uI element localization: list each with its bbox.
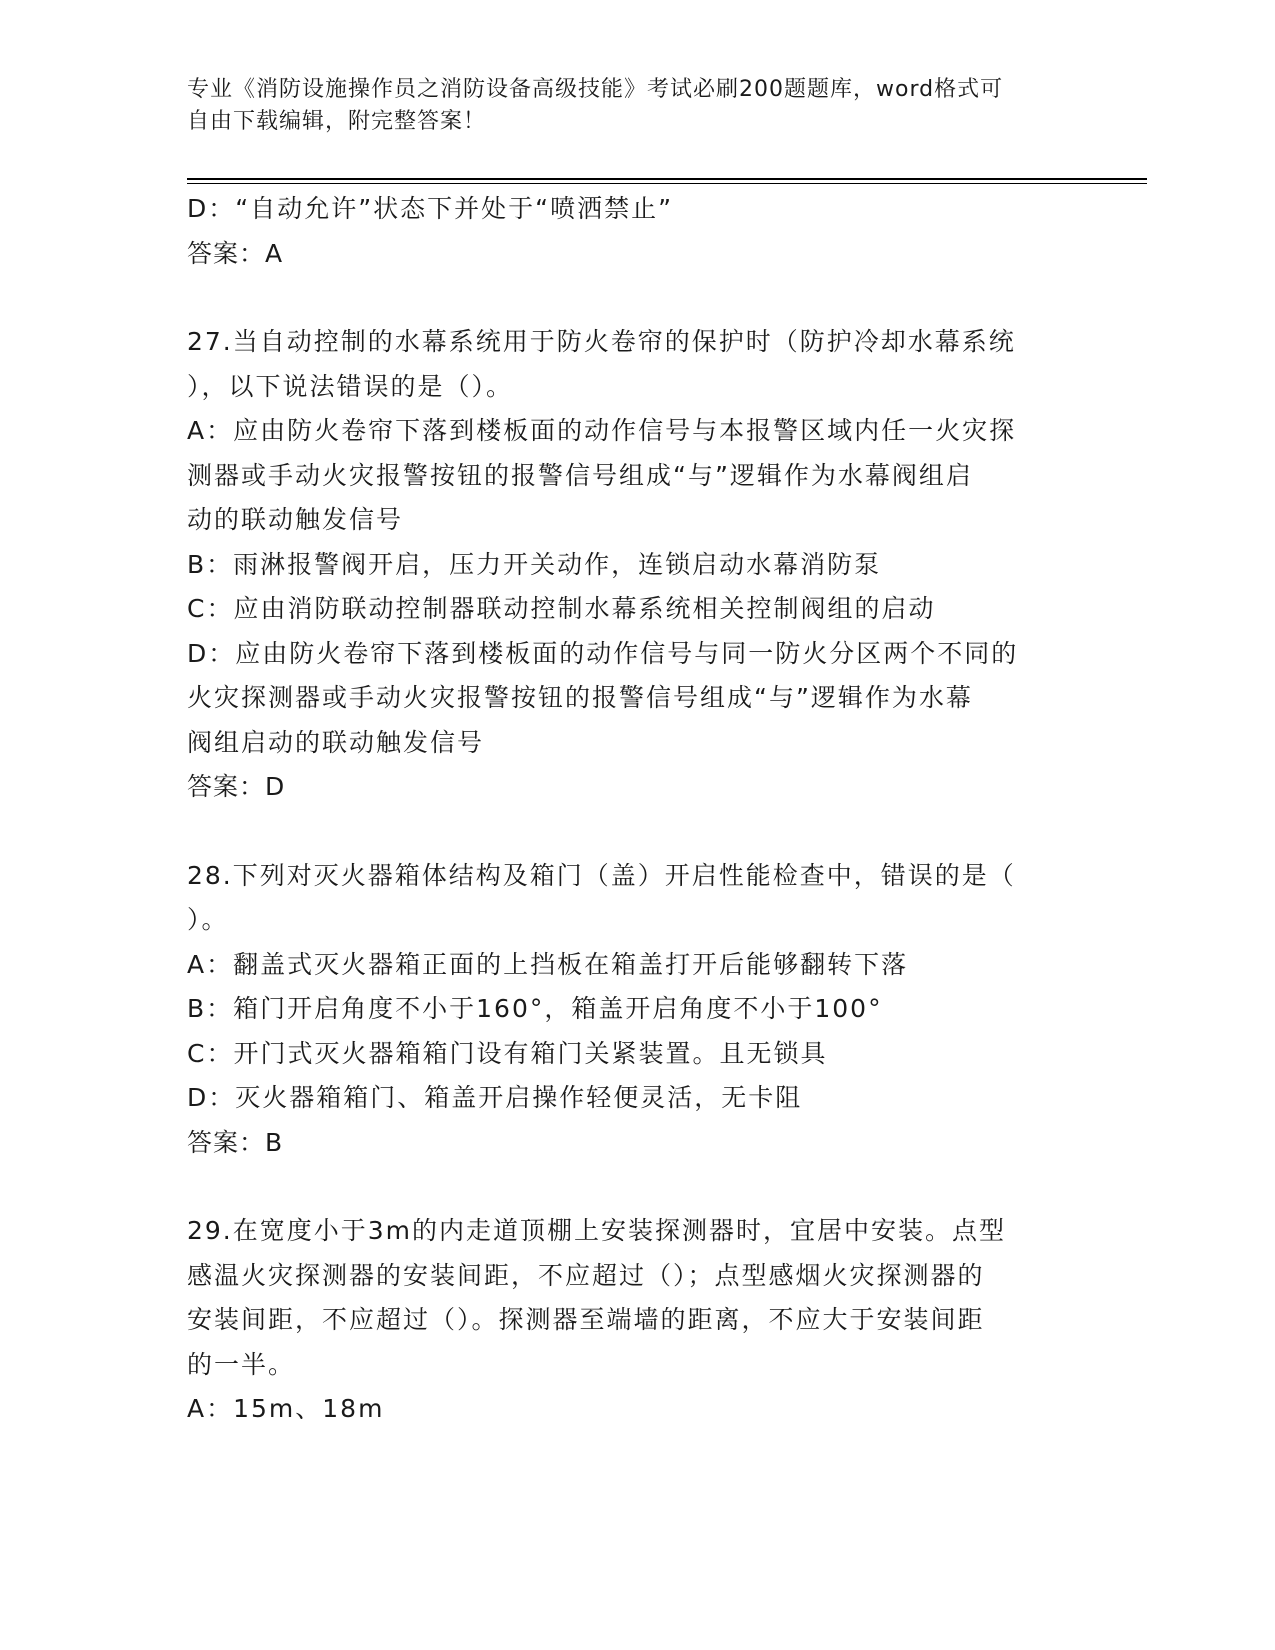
option-d: D：“自动允许”状态下并处于“喷洒禁止” [187, 194, 674, 223]
question-stem: ），以下说法错误的是（）。 [187, 371, 514, 401]
answer-line: 答案：A [187, 238, 284, 268]
option-c: C：开门式灭火器箱箱门设有箱门关紧装置。且无锁具 [187, 1038, 828, 1068]
header-divider-thick [187, 178, 1147, 180]
header-title-line-1: 专业《消防设施操作员之消防设备高级技能》考试必刷200题题库，word格式可 [187, 77, 1004, 102]
spacer [187, 276, 1067, 320]
question-27 [187, 320, 1067, 810]
option-d: D：灭火器箱箱门、箱盖开启操作轻便灵活，无卡阻 [187, 1083, 803, 1112]
option-c: C：应由消防联动控制器联动控制水幕系统相关控制阀组的启动 [187, 594, 936, 623]
document-header [187, 74, 1067, 138]
option-a: A：15m、18m [187, 1394, 385, 1423]
question-stem: 感温火灾探测器的安装间距，不应超过（）；点型感烟火灾探测器的 [187, 1260, 985, 1290]
option-d: 阀组启动的联动触发信号 [187, 727, 485, 757]
option-a: 测器或手动火灾报警按钮的报警信号组成“与”逻辑作为水幕阀组启 [187, 460, 973, 490]
option-a: 动的联动触发信号 [187, 505, 404, 534]
question-28 [187, 854, 1067, 1166]
option-a: A：翻盖式灭火器箱正面的上挡板在箱盖打开后能够翻转下落 [187, 949, 909, 979]
previous-question-tail [187, 187, 1067, 276]
header-divider-thin [187, 183, 1147, 184]
option-d: D：应由防火卷帘下落到楼板面的动作信号与同一防火分区两个不同的 [187, 638, 1019, 668]
option-d: 火灾探测器或手动火灾报警按钮的报警信号组成“与”逻辑作为水幕 [187, 683, 973, 712]
spacer [187, 810, 1067, 854]
question-stem: 安装间距，不应超过（）。探测器至端墙的距离，不应大于安装间距 [187, 1305, 985, 1334]
option-b: B：箱门开启角度不小于160°，箱盖开启角度不小于100° [187, 994, 883, 1023]
question-stem: 27.当自动控制的水幕系统用于防火卷帘的保护时（防护冷却水幕系统 [187, 327, 1016, 356]
option-b: B：雨淋报警阀开启，压力开关动作，连锁启动水幕消防泵 [187, 549, 882, 579]
header-title-line-2: 自由下载编辑，附完整答案！ [187, 109, 487, 134]
question-stem: 29.在宽度小于3m的内走道顶棚上安装探测器时，宜居中安装。点型 [187, 1216, 1007, 1245]
question-stem: 的一半。 [187, 1349, 296, 1379]
option-a: A：应由防火卷帘下落到楼板面的动作信号与本报警区域内任一火灾探 [187, 416, 1017, 445]
document-body [187, 187, 1067, 1432]
spacer [187, 1165, 1067, 1209]
question-stem: 28.下列对灭火器箱体结构及箱门（盖）开启性能检查中，错误的是（ [187, 860, 1016, 890]
answer-line: 答案：D [187, 772, 286, 801]
question-stem: ）。 [187, 905, 229, 934]
answer-line: 答案：B [187, 1127, 284, 1157]
question-29 [187, 1209, 1067, 1432]
